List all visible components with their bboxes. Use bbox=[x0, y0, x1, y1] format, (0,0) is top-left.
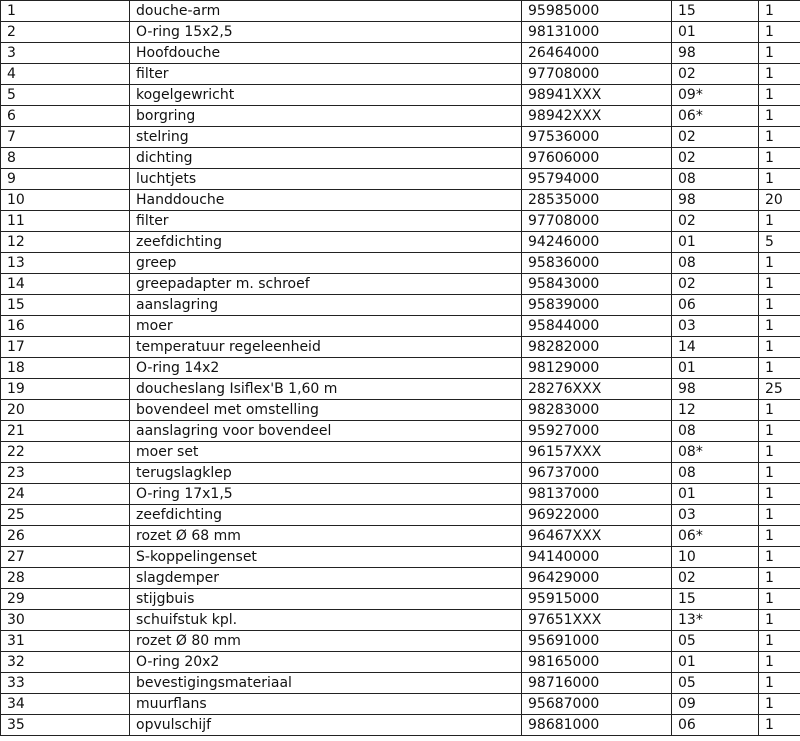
table-row bbox=[1, 505, 800, 526]
position-cell: 3 bbox=[1, 43, 130, 64]
position-cell: 30 bbox=[1, 610, 130, 631]
position-cell: 15 bbox=[1, 295, 130, 316]
quantity-cell: 1 bbox=[759, 43, 800, 64]
quantity-cell: 1 bbox=[759, 64, 800, 85]
table-row bbox=[1, 673, 800, 694]
table-row bbox=[1, 568, 800, 589]
article-number-cell: 98131000 bbox=[522, 22, 672, 43]
quantity-cell: 5 bbox=[759, 232, 800, 253]
quantity-cell: 1 bbox=[759, 1, 800, 22]
description-cell: S-koppelingenset bbox=[130, 547, 522, 568]
position-cell: 4 bbox=[1, 64, 130, 85]
quantity-cell: 1 bbox=[759, 22, 800, 43]
position-cell: 2 bbox=[1, 22, 130, 43]
description-cell: stelring bbox=[130, 127, 522, 148]
description-cell: borgring bbox=[130, 106, 522, 127]
article-number-cell: 96922000 bbox=[522, 505, 672, 526]
description-cell: O-ring 20x2 bbox=[130, 652, 522, 673]
article-number-cell: 97536000 bbox=[522, 127, 672, 148]
code-cell: 06 bbox=[672, 295, 759, 316]
position-cell: 33 bbox=[1, 673, 130, 694]
position-cell: 32 bbox=[1, 652, 130, 673]
quantity-cell: 1 bbox=[759, 589, 800, 610]
table-row bbox=[1, 358, 800, 379]
position-cell: 21 bbox=[1, 421, 130, 442]
quantity-cell: 1 bbox=[759, 715, 800, 736]
position-cell: 27 bbox=[1, 547, 130, 568]
position-cell: 25 bbox=[1, 505, 130, 526]
position-cell: 20 bbox=[1, 400, 130, 421]
position-cell: 26 bbox=[1, 526, 130, 547]
position-cell: 12 bbox=[1, 232, 130, 253]
position-cell: 35 bbox=[1, 715, 130, 736]
quantity-cell: 1 bbox=[759, 400, 800, 421]
code-cell: 01 bbox=[672, 22, 759, 43]
table-row bbox=[1, 211, 800, 232]
article-number-cell: 95839000 bbox=[522, 295, 672, 316]
description-cell: dichting bbox=[130, 148, 522, 169]
description-cell: bevestigingsmateriaal bbox=[130, 673, 522, 694]
article-number-cell: 98681000 bbox=[522, 715, 672, 736]
table-row bbox=[1, 1, 800, 22]
table-row bbox=[1, 316, 800, 337]
table-row bbox=[1, 547, 800, 568]
description-cell: moer bbox=[130, 316, 522, 337]
table-row bbox=[1, 295, 800, 316]
table-row bbox=[1, 526, 800, 547]
article-number-cell: 95843000 bbox=[522, 274, 672, 295]
code-cell: 05 bbox=[672, 631, 759, 652]
position-cell: 23 bbox=[1, 463, 130, 484]
position-cell: 6 bbox=[1, 106, 130, 127]
quantity-cell: 1 bbox=[759, 337, 800, 358]
article-number-cell: 98942XXX bbox=[522, 106, 672, 127]
article-number-cell: 98941XXX bbox=[522, 85, 672, 106]
position-cell: 14 bbox=[1, 274, 130, 295]
description-cell: Handdouche bbox=[130, 190, 522, 211]
table-row bbox=[1, 85, 800, 106]
article-number-cell: 95687000 bbox=[522, 694, 672, 715]
table-row bbox=[1, 610, 800, 631]
table-row bbox=[1, 22, 800, 43]
description-cell: zeefdichting bbox=[130, 505, 522, 526]
code-cell: 02 bbox=[672, 64, 759, 85]
table-row bbox=[1, 400, 800, 421]
description-cell: bovendeel met omstelling bbox=[130, 400, 522, 421]
table-row bbox=[1, 715, 800, 736]
article-number-cell: 96467XXX bbox=[522, 526, 672, 547]
position-cell: 31 bbox=[1, 631, 130, 652]
description-cell: stijgbuis bbox=[130, 589, 522, 610]
description-cell: luchtjets bbox=[130, 169, 522, 190]
table-row bbox=[1, 442, 800, 463]
table-row bbox=[1, 232, 800, 253]
quantity-cell: 1 bbox=[759, 631, 800, 652]
quantity-cell: 20 bbox=[759, 190, 800, 211]
description-cell: rozet Ø 80 mm bbox=[130, 631, 522, 652]
table-row bbox=[1, 421, 800, 442]
code-cell: 01 bbox=[672, 232, 759, 253]
table-row bbox=[1, 190, 800, 211]
article-number-cell: 94246000 bbox=[522, 232, 672, 253]
code-cell: 98 bbox=[672, 43, 759, 64]
table-row bbox=[1, 652, 800, 673]
table-row bbox=[1, 64, 800, 85]
code-cell: 98 bbox=[672, 190, 759, 211]
code-cell: 02 bbox=[672, 211, 759, 232]
article-number-cell: 98283000 bbox=[522, 400, 672, 421]
table-row bbox=[1, 127, 800, 148]
code-cell: 01 bbox=[672, 484, 759, 505]
quantity-cell: 1 bbox=[759, 484, 800, 505]
code-cell: 15 bbox=[672, 1, 759, 22]
table-row bbox=[1, 148, 800, 169]
table-row bbox=[1, 43, 800, 64]
parts-table-body bbox=[1, 1, 800, 736]
table-row bbox=[1, 589, 800, 610]
article-number-cell: 97606000 bbox=[522, 148, 672, 169]
article-number-cell: 97708000 bbox=[522, 211, 672, 232]
article-number-cell: 95844000 bbox=[522, 316, 672, 337]
article-number-cell: 97708000 bbox=[522, 64, 672, 85]
table-row bbox=[1, 484, 800, 505]
article-number-cell: 95691000 bbox=[522, 631, 672, 652]
description-cell: greep bbox=[130, 253, 522, 274]
description-cell: doucheslang Isiflex'B 1,60 m bbox=[130, 379, 522, 400]
quantity-cell: 1 bbox=[759, 694, 800, 715]
position-cell: 11 bbox=[1, 211, 130, 232]
table-row bbox=[1, 169, 800, 190]
position-cell: 1 bbox=[1, 1, 130, 22]
code-cell: 14 bbox=[672, 337, 759, 358]
code-cell: 08 bbox=[672, 253, 759, 274]
code-cell: 01 bbox=[672, 652, 759, 673]
article-number-cell: 95794000 bbox=[522, 169, 672, 190]
table-row bbox=[1, 253, 800, 274]
position-cell: 5 bbox=[1, 85, 130, 106]
table-row bbox=[1, 463, 800, 484]
quantity-cell: 1 bbox=[759, 127, 800, 148]
code-cell: 05 bbox=[672, 673, 759, 694]
description-cell: temperatuur regeleenheid bbox=[130, 337, 522, 358]
quantity-cell: 1 bbox=[759, 505, 800, 526]
quantity-cell: 1 bbox=[759, 442, 800, 463]
code-cell: 01 bbox=[672, 358, 759, 379]
quantity-cell: 1 bbox=[759, 211, 800, 232]
article-number-cell: 98137000 bbox=[522, 484, 672, 505]
code-cell: 06* bbox=[672, 526, 759, 547]
article-number-cell: 94140000 bbox=[522, 547, 672, 568]
code-cell: 02 bbox=[672, 148, 759, 169]
quantity-cell: 1 bbox=[759, 568, 800, 589]
description-cell: schuifstuk kpl. bbox=[130, 610, 522, 631]
description-cell: filter bbox=[130, 64, 522, 85]
position-cell: 19 bbox=[1, 379, 130, 400]
description-cell: terugslagklep bbox=[130, 463, 522, 484]
description-cell: greepadapter m. schroef bbox=[130, 274, 522, 295]
table-row bbox=[1, 379, 800, 400]
code-cell: 02 bbox=[672, 568, 759, 589]
code-cell: 02 bbox=[672, 127, 759, 148]
quantity-cell: 1 bbox=[759, 253, 800, 274]
description-cell: douche-arm bbox=[130, 1, 522, 22]
description-cell: filter bbox=[130, 211, 522, 232]
position-cell: 9 bbox=[1, 169, 130, 190]
position-cell: 24 bbox=[1, 484, 130, 505]
description-cell: kogelgewricht bbox=[130, 85, 522, 106]
article-number-cell: 95985000 bbox=[522, 1, 672, 22]
table-row bbox=[1, 106, 800, 127]
position-cell: 22 bbox=[1, 442, 130, 463]
description-cell: rozet Ø 68 mm bbox=[130, 526, 522, 547]
code-cell: 08 bbox=[672, 463, 759, 484]
quantity-cell: 1 bbox=[759, 295, 800, 316]
article-number-cell: 98129000 bbox=[522, 358, 672, 379]
quantity-cell: 1 bbox=[759, 316, 800, 337]
position-cell: 34 bbox=[1, 694, 130, 715]
quantity-cell: 1 bbox=[759, 526, 800, 547]
quantity-cell: 1 bbox=[759, 463, 800, 484]
position-cell: 13 bbox=[1, 253, 130, 274]
quantity-cell: 1 bbox=[759, 610, 800, 631]
code-cell: 03 bbox=[672, 316, 759, 337]
description-cell: slagdemper bbox=[130, 568, 522, 589]
position-cell: 18 bbox=[1, 358, 130, 379]
position-cell: 29 bbox=[1, 589, 130, 610]
code-cell: 06* bbox=[672, 106, 759, 127]
code-cell: 12 bbox=[672, 400, 759, 421]
quantity-cell: 25 bbox=[759, 379, 800, 400]
article-number-cell: 98282000 bbox=[522, 337, 672, 358]
quantity-cell: 1 bbox=[759, 106, 800, 127]
description-cell: aanslagring bbox=[130, 295, 522, 316]
code-cell: 09* bbox=[672, 85, 759, 106]
description-cell: O-ring 15x2,5 bbox=[130, 22, 522, 43]
article-number-cell: 98165000 bbox=[522, 652, 672, 673]
article-number-cell: 26464000 bbox=[522, 43, 672, 64]
quantity-cell: 1 bbox=[759, 673, 800, 694]
code-cell: 03 bbox=[672, 505, 759, 526]
description-cell: O-ring 17x1,5 bbox=[130, 484, 522, 505]
table-row bbox=[1, 337, 800, 358]
article-number-cell: 95927000 bbox=[522, 421, 672, 442]
article-number-cell: 97651XXX bbox=[522, 610, 672, 631]
article-number-cell: 28276XXX bbox=[522, 379, 672, 400]
code-cell: 08* bbox=[672, 442, 759, 463]
article-number-cell: 28535000 bbox=[522, 190, 672, 211]
description-cell: moer set bbox=[130, 442, 522, 463]
quantity-cell: 1 bbox=[759, 274, 800, 295]
table-row bbox=[1, 274, 800, 295]
quantity-cell: 1 bbox=[759, 652, 800, 673]
position-cell: 16 bbox=[1, 316, 130, 337]
description-cell: zeefdichting bbox=[130, 232, 522, 253]
position-cell: 8 bbox=[1, 148, 130, 169]
article-number-cell: 95915000 bbox=[522, 589, 672, 610]
code-cell: 08 bbox=[672, 421, 759, 442]
article-number-cell: 96157XXX bbox=[522, 442, 672, 463]
article-number-cell: 98716000 bbox=[522, 673, 672, 694]
quantity-cell: 1 bbox=[759, 547, 800, 568]
position-cell: 28 bbox=[1, 568, 130, 589]
code-cell: 15 bbox=[672, 589, 759, 610]
description-cell: aanslagring voor bovendeel bbox=[130, 421, 522, 442]
table-row bbox=[1, 694, 800, 715]
quantity-cell: 1 bbox=[759, 421, 800, 442]
position-cell: 7 bbox=[1, 127, 130, 148]
code-cell: 98 bbox=[672, 379, 759, 400]
code-cell: 13* bbox=[672, 610, 759, 631]
quantity-cell: 1 bbox=[759, 85, 800, 106]
code-cell: 08 bbox=[672, 169, 759, 190]
article-number-cell: 95836000 bbox=[522, 253, 672, 274]
quantity-cell: 1 bbox=[759, 358, 800, 379]
position-cell: 10 bbox=[1, 190, 130, 211]
code-cell: 09 bbox=[672, 694, 759, 715]
article-number-cell: 96429000 bbox=[522, 568, 672, 589]
code-cell: 02 bbox=[672, 274, 759, 295]
position-cell: 17 bbox=[1, 337, 130, 358]
code-cell: 06 bbox=[672, 715, 759, 736]
description-cell: muurflans bbox=[130, 694, 522, 715]
quantity-cell: 1 bbox=[759, 169, 800, 190]
code-cell: 10 bbox=[672, 547, 759, 568]
table-row bbox=[1, 631, 800, 652]
article-number-cell: 96737000 bbox=[522, 463, 672, 484]
description-cell: opvulschijf bbox=[130, 715, 522, 736]
quantity-cell: 1 bbox=[759, 148, 800, 169]
description-cell: O-ring 14x2 bbox=[130, 358, 522, 379]
description-cell: Hoofdouche bbox=[130, 43, 522, 64]
